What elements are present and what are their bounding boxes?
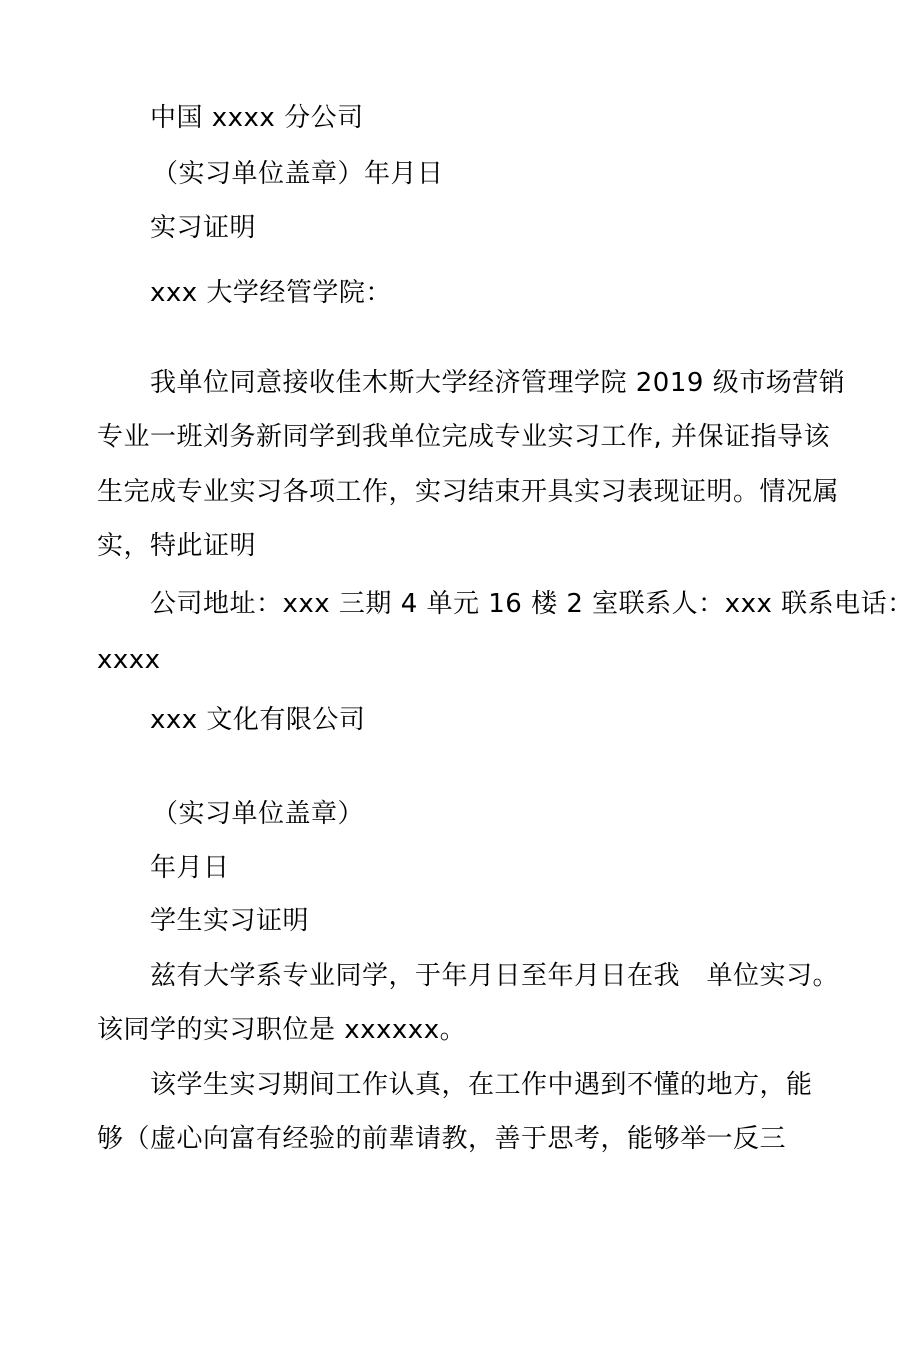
body-paragraph-line: 兹有大学系专业同学，于年月日至年月日在我 单位实习。: [150, 961, 840, 991]
seal-label: （实习单位盖章）: [152, 799, 365, 829]
phone-value: xxxx: [97, 645, 161, 675]
company-name-line: xxx 文化有限公司: [150, 705, 366, 735]
body-paragraph-line: 该同学的实习职位是 xxxxxx。: [97, 1015, 467, 1045]
date-line: 年月日: [150, 853, 230, 883]
seal-date-line: （实习单位盖章）年月日: [152, 159, 444, 189]
student-certificate-title: 学生实习证明: [150, 906, 310, 936]
body-paragraph-line: 专业一班刘务新同学到我单位完成专业实习工作, 并保证指导该: [97, 422, 831, 452]
certificate-title: 实习证明: [150, 213, 257, 243]
body-paragraph-line: 生完成专业实习各项工作，实习结束开具实习表现证明。情况属: [97, 477, 840, 507]
body-paragraph-line: 我单位同意接收佳木斯大学经济管理学院 2019 级市场营销: [150, 368, 846, 398]
body-paragraph-line: 实，特此证明: [97, 531, 257, 561]
body-paragraph-line: 该学生实习期间工作认真，在工作中遇到不懂的地方，能: [150, 1070, 813, 1100]
body-paragraph-line: 够（虚心向富有经验的前辈请教，善于思考，能够举一反三: [97, 1124, 787, 1154]
recipient-line: xxx 大学经管学院：: [150, 278, 392, 308]
company-branch-line: 中国 xxxx 分公司: [150, 103, 364, 133]
address-line: 公司地址：xxx 三期 4 单元 16 楼 2 室联系人：xxx 联系电话：: [150, 589, 914, 619]
